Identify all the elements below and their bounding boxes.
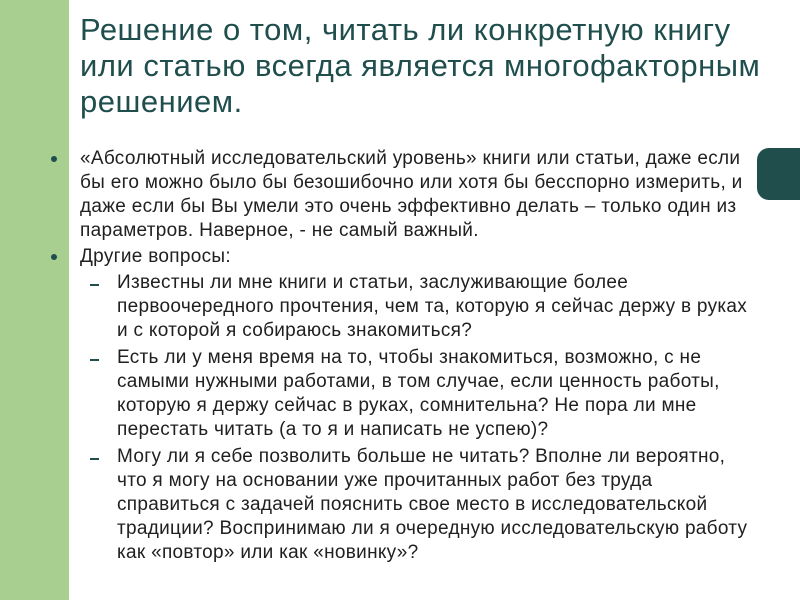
dash-icon bbox=[90, 359, 99, 361]
dash-icon bbox=[90, 284, 99, 286]
left-decorative-band bbox=[0, 0, 69, 600]
sub-bullet-list bbox=[80, 271, 750, 565]
bullet-dot-icon bbox=[51, 254, 57, 260]
sub-bullet-item bbox=[117, 346, 750, 442]
decorative-tab bbox=[757, 148, 800, 200]
sub-bullet-item bbox=[117, 271, 750, 343]
sub-bullet-text: Известны ли мне книги и статьи, заслуживающие более первоочередного прочтения, чем та, которую я сейчас держу в руках и с которой я собираюсь знакомиться? bbox=[117, 272, 748, 341]
dash-icon bbox=[90, 458, 99, 460]
bullet-text: Другие вопросы: bbox=[80, 246, 231, 267]
bullet-list bbox=[80, 147, 750, 565]
bullet-item bbox=[80, 245, 750, 565]
sub-bullet-item bbox=[117, 445, 750, 565]
sub-bullet-text: Есть ли у меня время на то, чтобы знакомиться, возможно, с не самыми нужными работами, в том случае, если ценность работы, которую я держу сейчас в руках, сомнительна? Не пора ли мне перестать читать (а то я и написать не успею)? bbox=[117, 347, 720, 440]
bullet-item bbox=[80, 147, 750, 243]
bullet-text: «Абсолютный исследовательский уровень» книги или статьи, даже если бы его можно было бы безошибочно или хотя бы бесспорно измерить, и даже если бы Вы умели это очень эффективно делать – только один из параметров. Наверное, - не самый важный. bbox=[80, 148, 743, 241]
slide-body bbox=[80, 147, 750, 568]
sub-bullet-text: Могу ли я себе позволить больше не читать? Вполне ли вероятно, что я могу на основании уже прочитанных работ без труда справиться с задачей пояснить свое место в исследовательской традиции? Воспринимаю ли я очередную исследовательскую работу как «повтор» или как «новинку»? bbox=[117, 446, 748, 563]
slide-title: Решение о том, читать ли конкретную книгу или статью всегда является многофакторным решением. bbox=[80, 12, 761, 119]
bullet-dot-icon bbox=[51, 156, 57, 162]
